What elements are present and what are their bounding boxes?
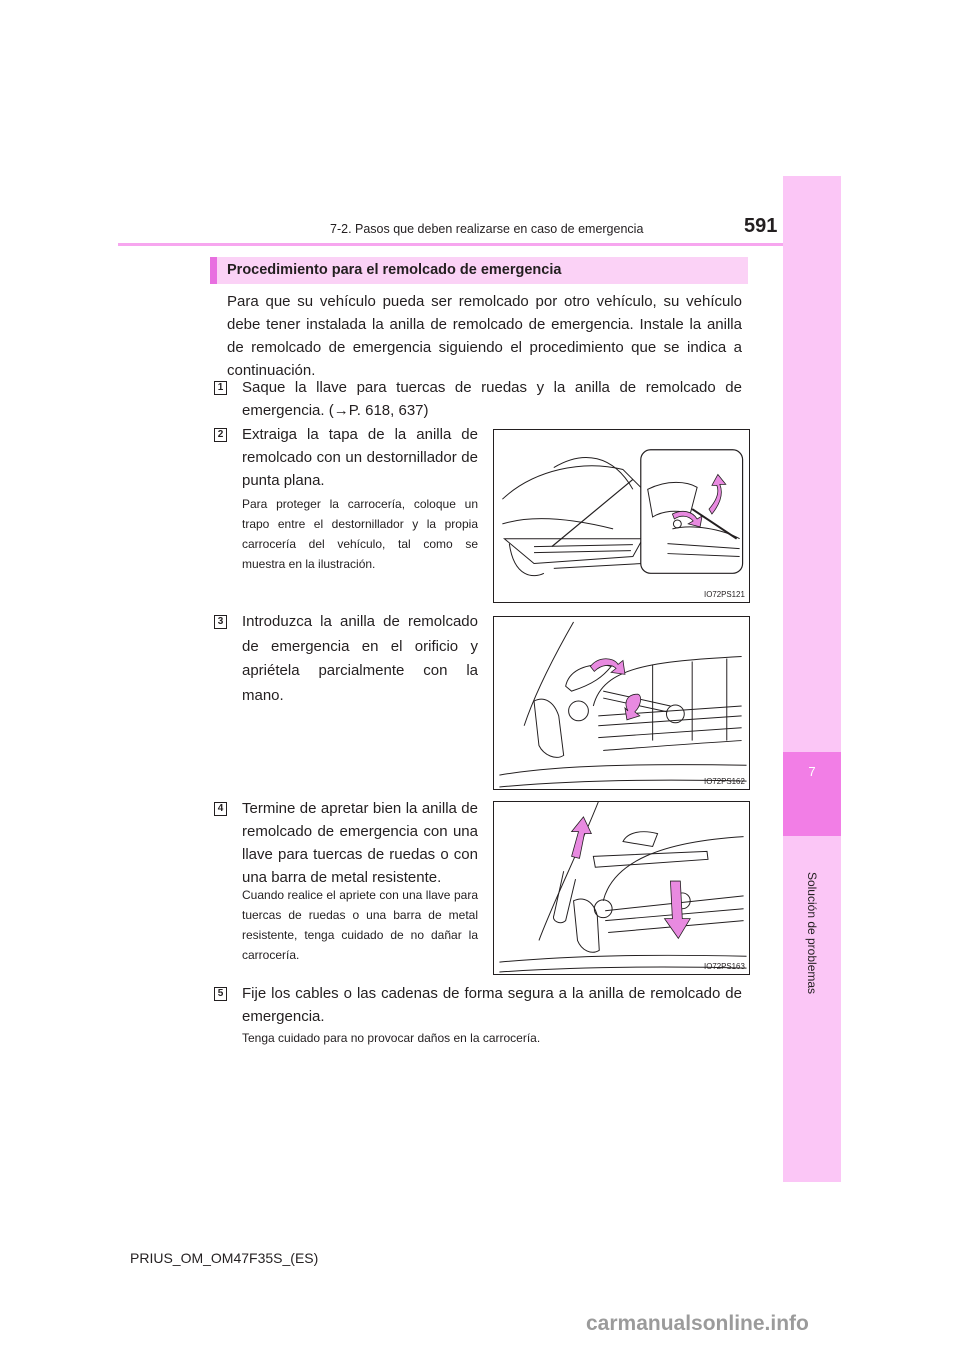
figure-code: IO72PS163: [704, 962, 745, 972]
intro-paragraph: Para que su vehículo pueda ser remolcado por otro vehículo, su vehículo debe tener instalada la anilla de remolcado de emergencia. Instale la anilla de remolcado de emergencia siguiendo el procedimiento que se indica a continuación.: [227, 293, 742, 379]
illustration-remove-cap: [494, 430, 749, 602]
section-path: 7-2. Pasos que deben realizarse en caso de emergencia: [330, 222, 644, 236]
step-5-badge: 5: [214, 987, 227, 1001]
figure-insert-eye: [493, 616, 750, 790]
page-number: 591: [744, 215, 778, 237]
watermark: carmanualsonline.info: [586, 1312, 809, 1335]
step-4-note: Cuando realice el apriete con una llave para tuercas de ruedas o una barra de metal resistente, tenga cuidado de no dañar la carrocería.: [242, 888, 478, 962]
step-5-note: Tenga cuidado para no provocar daños en la carrocería.: [242, 1031, 541, 1045]
illustration-tighten-eye: [494, 802, 749, 974]
step-2-note: Para proteger la carrocería, coloque un trapo entre el destornillador y la propia carrocería del vehículo, tal como se muestra en la ilustración.: [242, 497, 478, 571]
figure-remove-cap: [493, 429, 750, 603]
section-heading: Procedimiento para el remolcado de emergencia: [210, 257, 748, 284]
header-rule: [118, 243, 840, 246]
step-2-badge: 2: [214, 428, 227, 442]
step-3-text: Introduzca la anilla de remolcado de emergencia en el orificio y apriétela parcialmente con la mano.: [242, 613, 478, 704]
step-1-badge: 1: [214, 381, 227, 395]
step-4-text: Termine de apretar bien la anilla de remolcado de emergencia con una llave para tuercas de ruedas o con una barra de metal resistente.: [242, 800, 478, 886]
document-code-footer: PRIUS_OM_OM47F35S_(ES): [130, 1250, 319, 1266]
figure-code: IO72PS121: [704, 590, 745, 600]
step-3-badge: 3: [214, 615, 227, 629]
chapter-title: Solución de problemas: [805, 871, 819, 995]
illustration-insert-eye: [494, 617, 749, 789]
step-2-text: Extraiga la tapa de la anilla de remolcado con un destornillador de punta plana.: [242, 426, 478, 489]
step-4-badge: 4: [214, 802, 227, 816]
chapter-number: 7: [808, 764, 816, 779]
figure-tighten-eye: [493, 801, 750, 975]
step-5-text: Fije los cables o las cadenas de forma segura a la anilla de remolcado de emergencia.: [242, 985, 742, 1025]
chapter-side-tab: [783, 176, 841, 1182]
figure-code: IO72PS162: [704, 777, 745, 787]
step-1-text: Saque la llave para tuercas de ruedas y la anilla de remolcado de emergencia. (→P. 618, 637): [242, 379, 742, 419]
